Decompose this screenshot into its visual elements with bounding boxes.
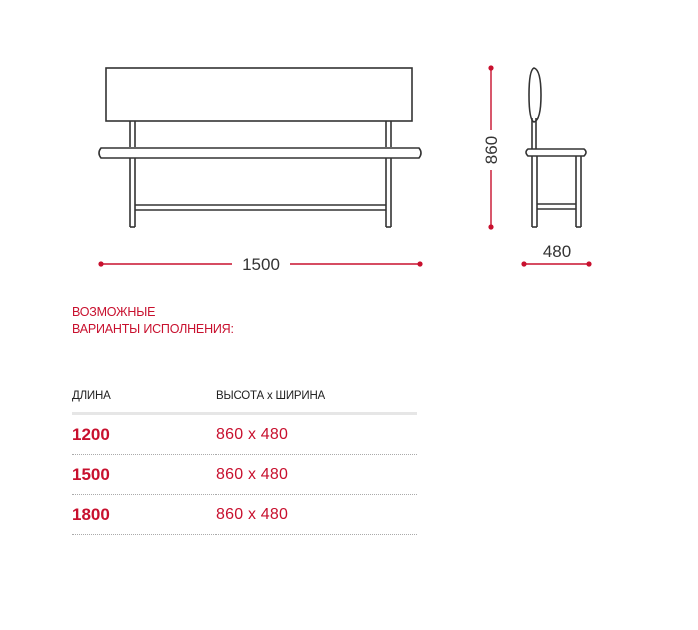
bench-side-view: [526, 68, 586, 227]
seat-side: [526, 149, 586, 156]
height-dimension-label: 860: [482, 135, 501, 165]
seat-front: [99, 148, 421, 158]
bench-front-view: [99, 68, 421, 227]
variants-table: [72, 388, 417, 535]
length-dimension-end-right: [417, 261, 422, 266]
backrest-side: [529, 68, 541, 122]
table-row: [72, 414, 417, 455]
bench-drawing: [0, 0, 698, 300]
row-length: 1800: [72, 495, 216, 535]
row-length: 1500: [72, 455, 216, 495]
length-dimension-label: 1500: [242, 255, 280, 274]
header-height-width: ВЫСОТА х ШИРИНА: [216, 388, 417, 414]
variants-title-line2: ВАРИАНТЫ ИСПОЛНЕНИЯ:: [72, 322, 234, 336]
row-size: 860 х 480: [216, 414, 417, 455]
depth-dimension-end-right: [586, 261, 591, 266]
length-dimension: [98, 255, 422, 274]
depth-dimension-end-left: [521, 261, 526, 266]
height-dimension-end-bottom: [488, 224, 493, 229]
depth-dimension: [521, 240, 591, 267]
table-row: [72, 455, 417, 495]
row-length: 1200: [72, 414, 216, 455]
variants-table-header: [72, 388, 417, 414]
height-dimension: [480, 65, 502, 229]
table-row: [72, 495, 417, 535]
row-size: 860 х 480: [216, 495, 417, 535]
header-length: ДЛИНА: [72, 388, 216, 414]
height-dimension-end-top: [488, 65, 493, 70]
backrest-front: [106, 68, 412, 121]
depth-dimension-label: 480: [542, 242, 572, 261]
row-size: 860 х 480: [216, 455, 417, 495]
length-dimension-end-left: [98, 261, 103, 266]
variants-title: [72, 304, 234, 338]
variants-title-line1: ВОЗМОЖНЫЕ: [72, 305, 156, 319]
